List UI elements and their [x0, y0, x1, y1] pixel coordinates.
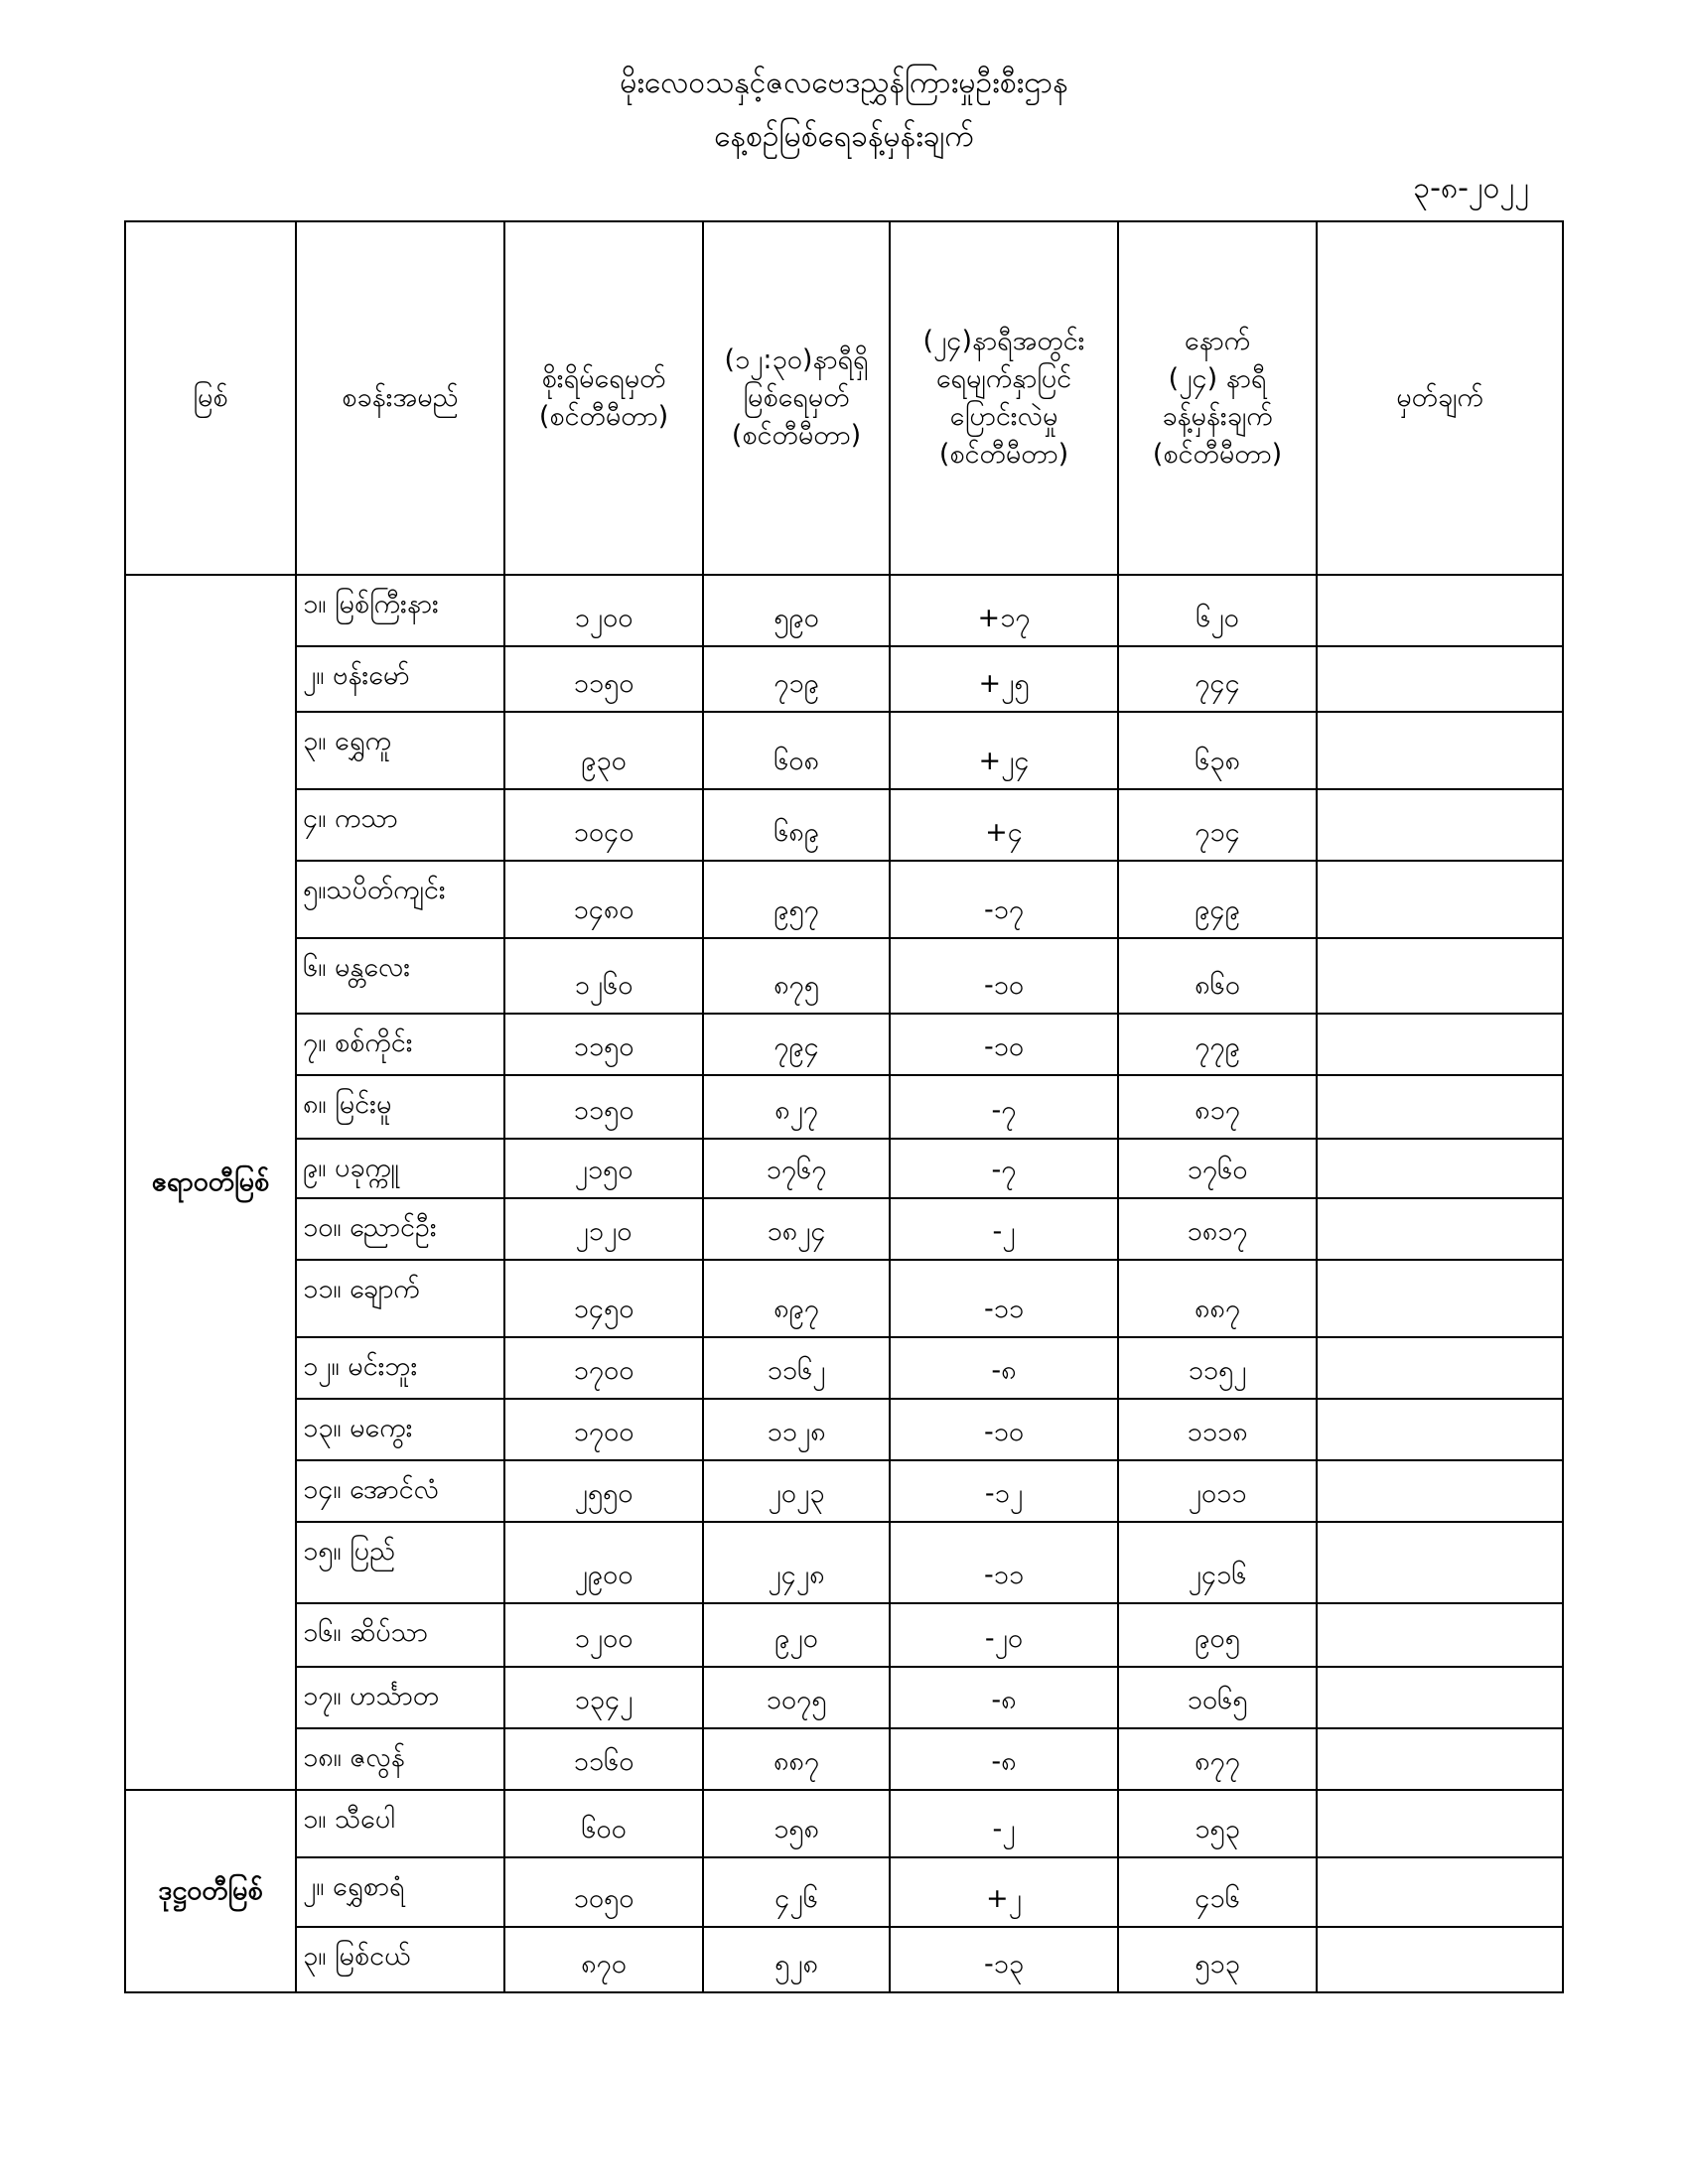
- station-name: ၆။ မန္တလေး: [296, 938, 504, 1014]
- danger-level: ၁၄၅၀: [504, 1260, 703, 1337]
- header-col-change: [890, 221, 1118, 575]
- current-level: ၈၇၅: [703, 938, 890, 1014]
- remark: [1317, 1399, 1563, 1460]
- table-row: [125, 712, 1563, 789]
- danger-level: ၂၅၅၀: [504, 1460, 703, 1522]
- remark: [1317, 938, 1563, 1014]
- level-change: -၂: [890, 1198, 1118, 1260]
- current-level: ၈၂၇: [703, 1075, 890, 1139]
- danger-level: ၁၀၄၀: [504, 789, 703, 861]
- header-line: နောက်: [1184, 326, 1251, 356]
- table-row: [125, 1399, 1563, 1460]
- current-level: ၁၅၈: [703, 1790, 890, 1857]
- danger-level: ၂၉၀၀: [504, 1522, 703, 1603]
- station-name: ၄။ ကသာ: [296, 789, 504, 861]
- station-name: ၃။ ရွှေကူ: [296, 712, 504, 789]
- remark: [1317, 1198, 1563, 1260]
- remark: [1317, 1790, 1563, 1857]
- remark: [1317, 1857, 1563, 1927]
- table-row: [125, 938, 1563, 1014]
- danger-level: ၂၁၂၀: [504, 1198, 703, 1260]
- header-line: ခန့်မှန်းချက်: [1162, 401, 1273, 432]
- remark: [1317, 1460, 1563, 1522]
- current-level: ၆၀၈: [703, 712, 890, 789]
- table-row: [125, 1260, 1563, 1337]
- forecast-level: ၇၄၄: [1118, 646, 1317, 712]
- remark: [1317, 1603, 1563, 1667]
- remark: [1317, 575, 1563, 646]
- header-line: (စင်တီမီတာ): [538, 401, 669, 432]
- remark: [1317, 789, 1563, 861]
- level-change: -၁၀: [890, 938, 1118, 1014]
- forecast-level: ၈၇၇: [1118, 1728, 1317, 1790]
- station-name: ၃။ မြစ်ငယ်: [296, 1927, 504, 1992]
- header-line: ရေမျက်နှာပြင်: [935, 363, 1072, 394]
- danger-level: ၁၁၅၀: [504, 646, 703, 712]
- forecast-level: ၁၇၆၀: [1118, 1139, 1317, 1198]
- remark: [1317, 1337, 1563, 1399]
- table-row: [125, 1667, 1563, 1728]
- forecast-table: [124, 220, 1564, 1993]
- level-change: +၂၄: [890, 712, 1118, 789]
- table-row: [125, 575, 1563, 646]
- header-col-river: [125, 221, 296, 575]
- forecast-level: ၅၁၃: [1118, 1927, 1317, 1992]
- current-level: ၅၉၀: [703, 575, 890, 646]
- current-level: ၈၉၇: [703, 1260, 890, 1337]
- level-change: -၁၁: [890, 1260, 1118, 1337]
- level-change: -၈: [890, 1728, 1118, 1790]
- level-change: -၁၂: [890, 1460, 1118, 1522]
- forecast-level: ၄၁၆: [1118, 1857, 1317, 1927]
- header-line: မှတ်ချက်: [1396, 382, 1483, 413]
- forecast-level: ၈၁၇: [1118, 1075, 1317, 1139]
- table-row: [125, 1927, 1563, 1992]
- report-date: ၃-၈-၂၀၂၂: [1413, 171, 1529, 205]
- danger-level: ၆၀၀: [504, 1790, 703, 1857]
- header-line: (၂၄) နာရီ: [1168, 363, 1267, 394]
- current-level: ၈၈၇: [703, 1728, 890, 1790]
- danger-level: ၁၁၆၀: [504, 1728, 703, 1790]
- danger-level: ၁၇၀၀: [504, 1399, 703, 1460]
- table-row: [125, 1522, 1563, 1603]
- header-line: မြစ်: [193, 382, 228, 413]
- page-subtitle: နေ့စဉ်မြစ်ရေခန့်မှန်းချက်: [714, 119, 974, 154]
- header-col-station: [296, 221, 504, 575]
- remark: [1317, 1075, 1563, 1139]
- table-body: [125, 575, 1563, 1992]
- station-name: ၂။ ဗန်းမော်: [296, 646, 504, 712]
- header-line: (စင်တီမီတာ): [731, 420, 862, 451]
- station-name: ၁၇။ ဟင်္သာတ: [296, 1667, 504, 1728]
- table-row: [125, 1139, 1563, 1198]
- forecast-level: ၈၆၀: [1118, 938, 1317, 1014]
- forecast-level: ၁၈၁၇: [1118, 1198, 1317, 1260]
- table-row: [125, 1014, 1563, 1075]
- level-change: -၇: [890, 1075, 1118, 1139]
- danger-level: ၂၁၅၀: [504, 1139, 703, 1198]
- level-change: -၈: [890, 1337, 1118, 1399]
- current-level: ၁၁၂၈: [703, 1399, 890, 1460]
- forecast-level: ၉၄၉: [1118, 861, 1317, 938]
- station-name: ၁၈။ ဇလွန်: [296, 1728, 504, 1790]
- forecast-level: ၇၁၄: [1118, 789, 1317, 861]
- current-level: ၁၈၂၄: [703, 1198, 890, 1260]
- current-level: ၆၈၉: [703, 789, 890, 861]
- forecast-level: ၁၀၆၅: [1118, 1667, 1317, 1728]
- current-level: ၁၀၇၅: [703, 1667, 890, 1728]
- danger-level: ၁၇၀၀: [504, 1337, 703, 1399]
- danger-level: ၁၂၀၀: [504, 575, 703, 646]
- table-row: [125, 1198, 1563, 1260]
- header-col-current-level: [703, 221, 890, 575]
- header-line: ပြောင်းလဲမှု: [949, 401, 1058, 432]
- station-name: ၁၅။ ပြည်: [296, 1522, 504, 1603]
- table-header-row: [125, 221, 1563, 575]
- remark: [1317, 1014, 1563, 1075]
- river-name: ဒုဋ္ဌဝတီမြစ်: [125, 1790, 296, 1992]
- forecast-level: ၂၄၁၆: [1118, 1522, 1317, 1603]
- station-name: ၁။ မြစ်ကြီးနား: [296, 575, 504, 646]
- current-level: ၇၉၄: [703, 1014, 890, 1075]
- forecast-level: ၆၃၈: [1118, 712, 1317, 789]
- header-line: (စင်တီမီတာ): [1152, 439, 1283, 470]
- remark: [1317, 861, 1563, 938]
- station-name: ၈။ မြင်းမူ: [296, 1075, 504, 1139]
- table-row: [125, 789, 1563, 861]
- current-level: ၂၀၂၃: [703, 1460, 890, 1522]
- danger-level: ၁၂၀၀: [504, 1603, 703, 1667]
- danger-level: ၁၂၆၀: [504, 938, 703, 1014]
- station-name: ၉။ ပခုက္ကူ: [296, 1139, 504, 1198]
- current-level: ၇၁၉: [703, 646, 890, 712]
- remark: [1317, 1927, 1563, 1992]
- remark: [1317, 1139, 1563, 1198]
- station-name: ၁၃။ မကွေး: [296, 1399, 504, 1460]
- danger-level: ၁၁၅၀: [504, 1014, 703, 1075]
- current-level: ၅၂၈: [703, 1927, 890, 1992]
- header-col-remark: [1317, 221, 1563, 575]
- station-name: ၁၂။ မင်းဘူး: [296, 1337, 504, 1399]
- table-row: [125, 1857, 1563, 1927]
- remark: [1317, 646, 1563, 712]
- table-row: [125, 861, 1563, 938]
- forecast-level: ၇၇၉: [1118, 1014, 1317, 1075]
- forecast-level: ၁၅၃: [1118, 1790, 1317, 1857]
- danger-level: ၁၄၈၀: [504, 861, 703, 938]
- station-name: ၁၆။ ဆိပ်သာ: [296, 1603, 504, 1667]
- station-name: ၂။ ရွှေစာရံ: [296, 1857, 504, 1927]
- danger-level: ၁၁၅၀: [504, 1075, 703, 1139]
- remark: [1317, 1728, 1563, 1790]
- level-change: -၁၀: [890, 1399, 1118, 1460]
- level-change: -၂: [890, 1790, 1118, 1857]
- header-line: စခန်းအမည်: [342, 382, 459, 413]
- danger-level: ၁၀၅၀: [504, 1857, 703, 1927]
- danger-level: ၉၃၀: [504, 712, 703, 789]
- level-change: -၈: [890, 1667, 1118, 1728]
- station-name: ၁၄။ အောင်လံ: [296, 1460, 504, 1522]
- station-name: ၅။သပိတ်ကျင်း: [296, 861, 504, 938]
- current-level: ၁၇၆၇: [703, 1139, 890, 1198]
- danger-level: ၁၃၄၂: [504, 1667, 703, 1728]
- page-title: မိုးလေဝသနှင့်ဇလဗေဒညွှန်ကြားမှုဦးစီးဌာန: [620, 66, 1068, 100]
- header-line: မြစ်ရေမှတ်: [743, 382, 850, 413]
- forecast-level: ၁၁၁၈: [1118, 1399, 1317, 1460]
- current-level: ၉၅၇: [703, 861, 890, 938]
- forecast-level: ၈၈၇: [1118, 1260, 1317, 1337]
- table-row: [125, 646, 1563, 712]
- level-change: +၁၇: [890, 575, 1118, 646]
- river-name: ဧရာဝတီမြစ်: [125, 575, 296, 1790]
- table-row: [125, 1790, 1563, 1857]
- table-row: [125, 1603, 1563, 1667]
- level-change: +၄: [890, 789, 1118, 861]
- table-row: [125, 1075, 1563, 1139]
- table-row: [125, 1460, 1563, 1522]
- forecast-level: ၁၁၅၂: [1118, 1337, 1317, 1399]
- forecast-level: ၂၀၁၁: [1118, 1460, 1317, 1522]
- table-row: [125, 1337, 1563, 1399]
- station-name: ၁။ သီပေါ: [296, 1790, 504, 1857]
- forecast-level: ၆၂၀: [1118, 575, 1317, 646]
- station-name: ၇။ စစ်ကိုင်း: [296, 1014, 504, 1075]
- level-change: -၁၁: [890, 1522, 1118, 1603]
- header-col-danger-level: [504, 221, 703, 575]
- header-line: (စင်တီမီတာ): [938, 439, 1069, 470]
- current-level: ၂၄၂၈: [703, 1522, 890, 1603]
- remark: [1317, 1522, 1563, 1603]
- level-change: -၂၀: [890, 1603, 1118, 1667]
- level-change: -၁၃: [890, 1927, 1118, 1992]
- remark: [1317, 1667, 1563, 1728]
- header-col-forecast: [1118, 221, 1317, 575]
- remark: [1317, 712, 1563, 789]
- current-level: ၄၂၆: [703, 1857, 890, 1927]
- station-name: ၁၁။ ချောက်: [296, 1260, 504, 1337]
- remark: [1317, 1260, 1563, 1337]
- forecast-level: ၉၀၅: [1118, 1603, 1317, 1667]
- level-change: -၁၀: [890, 1014, 1118, 1075]
- level-change: +၂၅: [890, 646, 1118, 712]
- current-level: ၉၂၀: [703, 1603, 890, 1667]
- header-line: (၁၂:၃၀)နာရီရှိ: [724, 344, 869, 375]
- level-change: +၂: [890, 1857, 1118, 1927]
- current-level: ၁၁၆၂: [703, 1337, 890, 1399]
- table-row: [125, 1728, 1563, 1790]
- danger-level: ၈၇၀: [504, 1927, 703, 1992]
- level-change: -၁၇: [890, 861, 1118, 938]
- header-line: (၂၄)နာရီအတွင်း: [922, 326, 1085, 356]
- level-change: -၇: [890, 1139, 1118, 1198]
- header-line: စိုးရိမ်ရေမှတ်: [541, 363, 666, 394]
- station-name: ၁၀။ ညောင်ဦး: [296, 1198, 504, 1260]
